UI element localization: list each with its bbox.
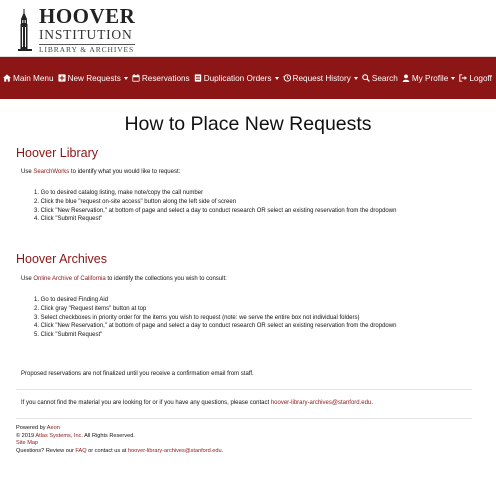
list-item: 5. Click "Submit Request"	[34, 332, 103, 339]
nav-reservations-label: Reservations	[141, 73, 190, 83]
divider	[16, 389, 472, 390]
plus-square-icon	[58, 74, 66, 82]
chevron-down-icon	[124, 77, 128, 80]
online-archive-link[interactable]: Online Archive of California	[33, 276, 106, 282]
list-item: 1. Go to desired Finding Aid	[34, 297, 109, 303]
nav-main-menu[interactable]	[3, 74, 54, 83]
main-content	[0, 99, 496, 454]
logo-line-library-archives: LIBRARY & ARCHIVES	[39, 44, 135, 54]
nav-reservations[interactable]	[132, 74, 190, 83]
list-item: 2. Click the blue "request on-site access" button along the left side of screen	[34, 198, 237, 205]
list-item: 3. Click "New Reservation," at bottom of page and select a day to conduct research OR select an existing reservation from the dropdown	[34, 207, 397, 214]
list-item: 2. Click gray "Request items" button at top	[34, 305, 147, 312]
archives-intro-post: to identify the collections you wish to consult:	[105, 276, 227, 282]
site-footer	[16, 425, 223, 455]
nav-request-history-label: Request History	[292, 73, 351, 83]
questions-post: .	[221, 447, 224, 454]
proposed-reservations-note: Proposed reservations are not finalized until you receive a confirmation email from staff.	[21, 371, 254, 377]
powered-by	[16, 425, 223, 433]
nav-duplication-orders-label: Duplication Orders	[203, 73, 272, 83]
aeon-link[interactable]: Aeon	[46, 425, 60, 431]
home-icon	[3, 74, 11, 82]
history-icon	[283, 74, 291, 82]
nav-my-profile[interactable]	[402, 74, 455, 83]
nav-logoff[interactable]	[459, 74, 492, 83]
page-title: How to Place New Requests	[124, 113, 372, 135]
archives-steps	[34, 296, 396, 340]
library-intro	[21, 169, 180, 175]
questions-pre: Questions? Review our	[16, 447, 76, 454]
contact-note-pre: If you cannot find the material you are looking for or if you have any questions, please contact	[21, 400, 271, 406]
nav-search-label: Search	[371, 73, 398, 83]
nav-my-profile-label: My Profile	[411, 73, 449, 83]
chevron-down-icon	[275, 77, 279, 80]
searchworks-link[interactable]: SearchWorks	[33, 169, 70, 175]
copyright-post: All Rights Reserved.	[82, 432, 135, 439]
search-icon	[362, 74, 370, 82]
faq-link[interactable]: FAQ	[75, 447, 87, 454]
archives-intro	[21, 276, 227, 282]
document-icon	[194, 74, 202, 82]
chevron-down-icon	[354, 77, 358, 80]
nav-new-requests[interactable]	[58, 74, 128, 83]
nav-search[interactable]	[362, 74, 398, 83]
archives-heading: Hoover Archives	[16, 252, 108, 266]
archives-intro-pre: Use	[21, 276, 34, 282]
nav-main-menu-label: Main Menu	[13, 73, 54, 83]
library-heading: Hoover Library	[16, 146, 98, 160]
nav-new-requests-label: New Requests	[67, 73, 121, 83]
logo-line-institution: INSTITUTION	[39, 27, 133, 42]
atlas-systems-link[interactable]: Atlas Systems, Inc.	[35, 432, 83, 439]
contact-email-link[interactable]: hoover-library-archives@stanford.edu	[270, 400, 372, 406]
site-header	[0, 0, 496, 57]
logout-icon	[459, 74, 467, 82]
library-intro-post: to identify what you would like to request:	[69, 169, 181, 175]
contact-note-post: .	[371, 400, 373, 406]
user-icon	[402, 74, 410, 82]
chevron-down-icon	[451, 77, 455, 80]
questions-mid: or contact us at	[86, 447, 128, 454]
footer-email-link[interactable]: hoover-library-archives@stanford.edu	[127, 447, 222, 454]
hoover-logo[interactable]	[16, 6, 135, 53]
main-navbar	[0, 57, 496, 99]
site-map-link[interactable]: Site Map	[16, 440, 39, 447]
calendar-icon	[132, 74, 140, 82]
list-item: 4. Click "New Reservation," at bottom of page and select a day to conduct research OR select an existing reservation from the dropdown	[34, 323, 397, 330]
list-item: 1. Go to desired catalog listing, make note/copy the call number	[34, 190, 204, 196]
logo-line-hoover: HOOVER	[39, 4, 136, 28]
hoover-tower-icon	[16, 9, 36, 51]
nav-logoff-label: Logoff	[469, 73, 492, 83]
copyright-pre: © 2019	[16, 432, 36, 439]
nav-duplication-orders[interactable]	[194, 74, 279, 83]
contact-note	[21, 400, 373, 406]
list-item: 4. Click "Submit Request"	[34, 216, 103, 223]
questions-line	[16, 448, 223, 456]
nav-request-history[interactable]	[283, 74, 358, 83]
list-item: 3. Select checkboxes in priority order for the items you wish to request (note: we serve the entire box not individual folders)	[34, 314, 360, 321]
library-steps	[34, 189, 396, 224]
copyright	[16, 433, 223, 441]
powered-by-pre: Powered by	[16, 425, 47, 431]
divider	[16, 418, 472, 419]
library-intro-pre: Use	[21, 169, 34, 175]
